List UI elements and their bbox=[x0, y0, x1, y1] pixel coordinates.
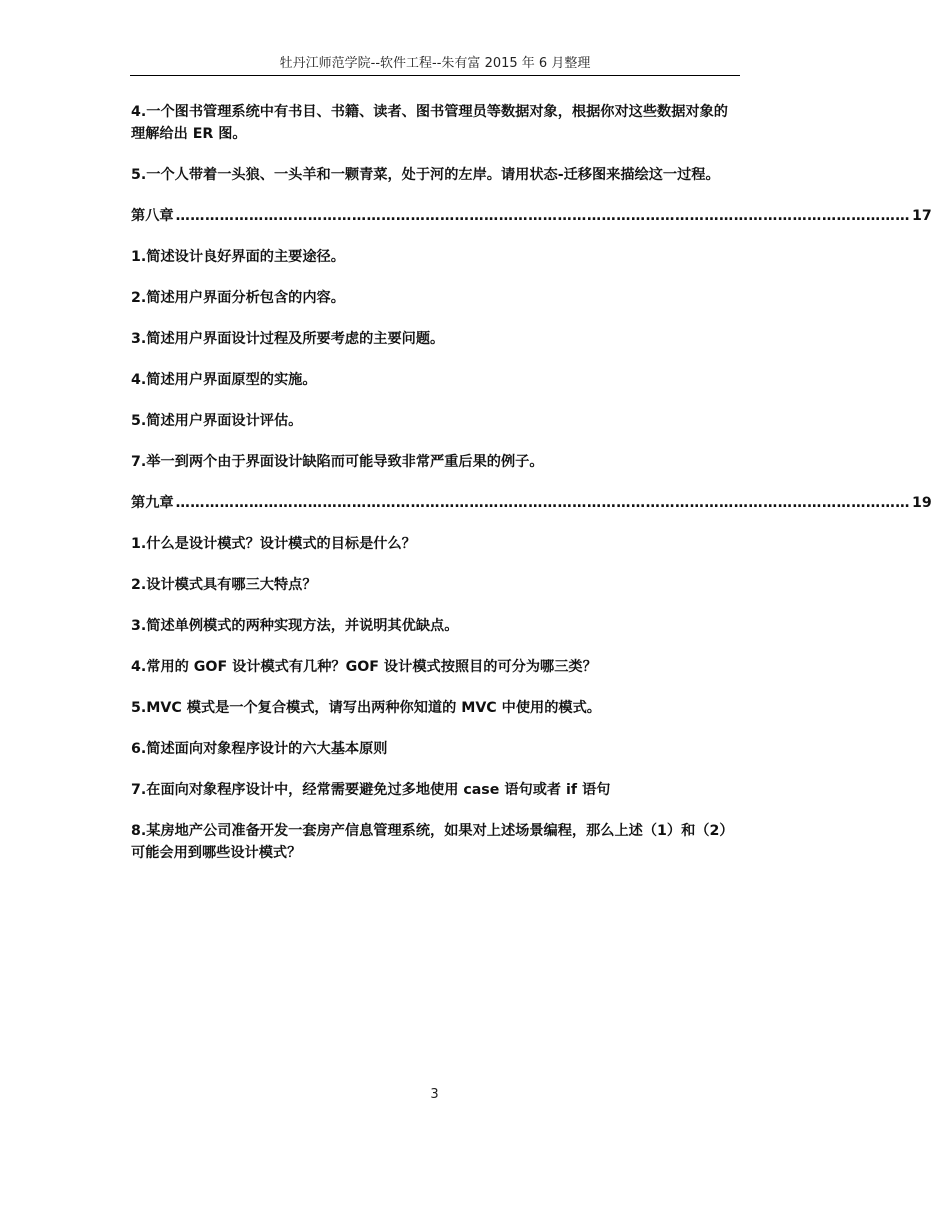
question-item: 4.常用的 GOF 设计模式有几种？GOF 设计模式按照目的可分为哪三类？ bbox=[131, 659, 597, 675]
question-item: 5.MVC 模式是一个复合模式，请写出两种你知道的 MVC 中使用的模式。 bbox=[131, 700, 601, 716]
question-item: 1.简述设计良好界面的主要途径。 bbox=[131, 249, 345, 265]
question-item: 8.某房地产公司准备开发一套房产信息管理系统，如果对上述场景编程，那么上述（1）和（2）可能会用到哪些设计模式？ bbox=[131, 823, 734, 861]
question-item: 3.简述用户界面设计过程及所要考虑的主要问题。 bbox=[131, 331, 445, 347]
question-er-diagram: 4.一个图书管理系统中有书目、书籍、读者、图书管理员等数据对象，根据你对这些数据对象的理解给出 ER 图。 bbox=[131, 104, 728, 142]
toc-dot-leader: …………………………………………………………………………………………………………………………………… bbox=[175, 495, 910, 511]
question-item: 1.什么是设计模式？设计模式的目标是什么？ bbox=[131, 536, 416, 552]
toc-chapter-title: 第八章 bbox=[131, 208, 174, 224]
question-item: 7.在面向对象程序设计中，经常需要避免过多地使用 case 语句或者 if 语句 bbox=[131, 782, 611, 798]
toc-entry-chapter-9 bbox=[131, 492, 932, 514]
question-state-transition: 5.一个人带着一头狼、一头羊和一颗青菜，处于河的左岸。请用状态-迁移图来描绘这一过程。 bbox=[131, 167, 720, 183]
question-item: 2.设计模式具有哪三大特点？ bbox=[131, 577, 317, 593]
page-number: 3 bbox=[430, 1087, 439, 1102]
header-divider bbox=[130, 75, 740, 76]
question-item: 3.简述单例模式的两种实现方法，并说明其优缺点。 bbox=[131, 618, 459, 634]
toc-page-number: 19 bbox=[911, 495, 932, 511]
toc-entry-chapter-8 bbox=[131, 205, 932, 227]
page-content bbox=[131, 101, 932, 883]
question-item: 5.简述用户界面设计评估。 bbox=[131, 413, 303, 429]
question-item: 4.简述用户界面原型的实施。 bbox=[131, 372, 317, 388]
question-item: 2.简述用户界面分析包含的内容。 bbox=[131, 290, 345, 306]
question-item: 6.简述面向对象程序设计的六大基本原则 bbox=[131, 741, 388, 757]
toc-chapter-title: 第九章 bbox=[131, 495, 174, 511]
page-header: 牡丹江师范学院--软件工程--朱有富 2015 年 6 月整理 bbox=[279, 56, 591, 71]
question-item: 7.举一到两个由于界面设计缺陷而可能导致非常严重后果的例子。 bbox=[131, 454, 544, 470]
toc-dot-leader: …………………………………………………………………………………………………………………………………… bbox=[175, 208, 910, 224]
toc-page-number: 17 bbox=[911, 208, 932, 224]
